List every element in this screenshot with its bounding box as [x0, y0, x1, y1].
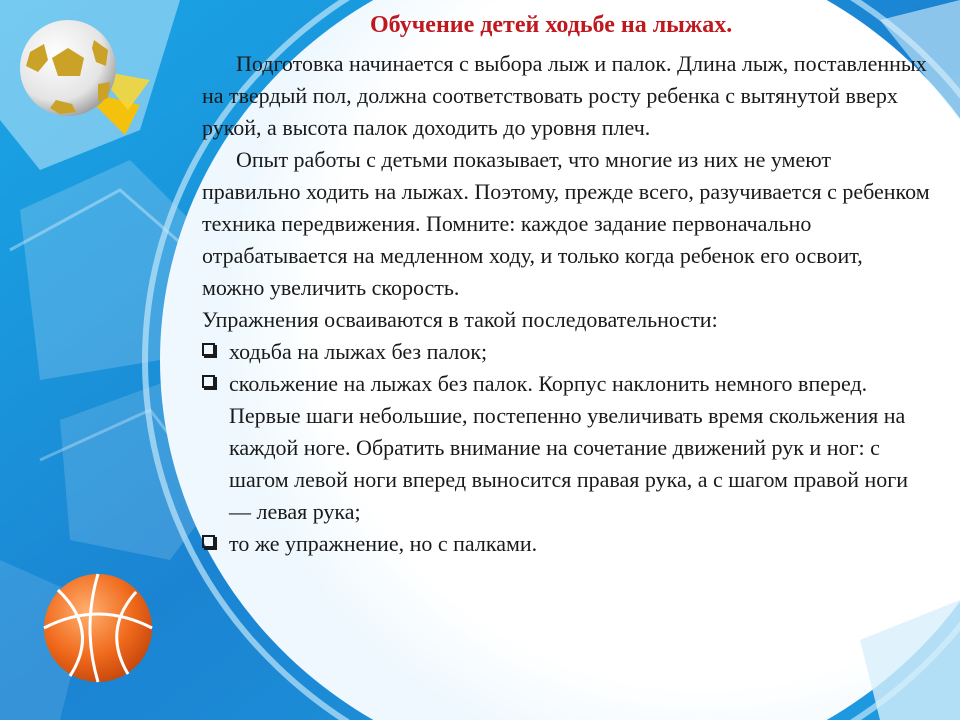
list-item-text: то же упражнение, но с палками. — [229, 531, 538, 556]
exercises-intro: Упражнения осваиваются в такой последовательности: — [202, 307, 718, 332]
list-item — [202, 528, 930, 560]
basketball-icon — [44, 574, 152, 682]
paragraph-equipment: Подготовка начинается с выбора лыж и палок. Длина лыж, поставленных на твердый пол, должна соответствовать росту ребенка с вытянутой вверх рукой, а высота палок доходить до уровня плеч. — [202, 51, 927, 140]
checkbox-bullet-icon — [202, 535, 215, 548]
list-item-text: ходьба на лыжах без палок; — [229, 339, 488, 364]
checkbox-bullet-icon — [202, 375, 215, 388]
slide-body — [202, 48, 930, 560]
checkbox-bullet-icon — [202, 343, 215, 356]
list-item — [202, 336, 930, 368]
list-item-text: скольжение на лыжах без палок. Корпус наклонить немного вперед. Первые шаги небольшие, постепенно увеличивать время скольжения на каждой ноге. Обратить внимание на сочетание движений рук и ног: с шагом левой ноги вперед выносится правая рука, а с шагом правой ноги — левая рука; — [229, 371, 909, 524]
slide-title: Обучение детей ходьбе на лыжах. — [370, 12, 733, 38]
list-item — [202, 368, 930, 528]
paragraph-technique: Опыт работы с детьми показывает, что многие из них не умеют правильно ходить на лыжах. Поэтому, прежде всего, разучивается с ребенком техника передвижения. Помните: каждое задание первоначально отрабатывается на медленном ходу, и только когда ребенок его освоит, можно увеличить скорость. — [202, 147, 930, 300]
